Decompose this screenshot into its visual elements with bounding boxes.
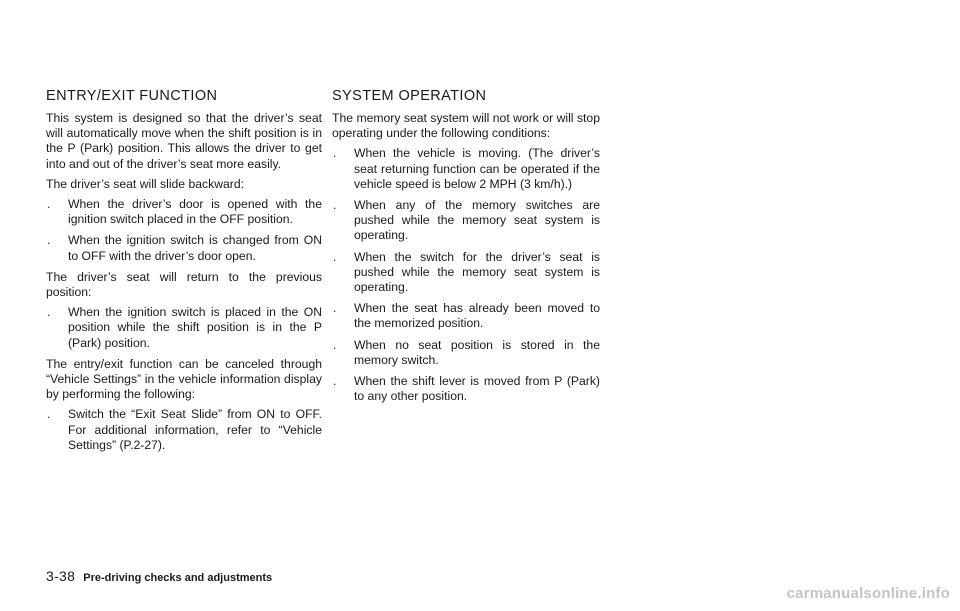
bullet-list [46, 197, 322, 264]
list-item [332, 198, 600, 244]
paragraph: The memory seat system will not work or will stop operating under the following conditions: [332, 111, 600, 141]
list-item-text: Switch the “Exit Seat Slide” from ON to OFF. For additional information, refer to “Vehicle Settings” (P.2-27). [68, 407, 322, 452]
paragraph: The driver’s seat will slide backward: [46, 176, 245, 191]
list-item-text: When any of the memory switches are pushed while the memory seat system is operating. [354, 198, 600, 243]
list-item [332, 301, 600, 331]
bullet-list [46, 305, 322, 351]
section-heading-entry-exit: ENTRY/EXIT FUNCTION [46, 88, 218, 104]
paragraph: The driver’s seat will return to the previous position: [46, 269, 322, 300]
bullet-marker: . [333, 146, 337, 161]
list-item [332, 338, 600, 368]
list-item-text: When the vehicle is moving. (The driver’s seat returning function can be operated if the vehicle speed is below 2 MPH (3 km/h).) [354, 146, 600, 191]
bullet-list [46, 407, 322, 453]
list-item [332, 146, 600, 192]
section-title: Pre-driving checks and adjustments [83, 572, 273, 584]
list-item-text: When the ignition switch is placed in the ON position while the shift position is in the P (Park) position. [68, 305, 322, 350]
bullet-marker: . [47, 305, 51, 320]
page-number: 3-38 [46, 568, 76, 584]
list-item-text: When the seat has already been moved to the memorized position. [354, 301, 600, 331]
page-footer [46, 568, 272, 584]
bullet-marker: . [47, 233, 51, 248]
paragraph: This system is designed so that the driver’s seat will automatically move when the shift position is in the P (Park) position. This allows the driver to get into and out of the driver’s seat more easily. [46, 111, 322, 171]
list-item [46, 233, 322, 263]
bullet-marker: . [333, 198, 337, 213]
bullet-list [332, 146, 600, 404]
list-item [332, 374, 600, 404]
list-item-text: When the shift lever is moved from P (Park) to any other position. [354, 374, 600, 404]
watermark: carmanualsonline.info [786, 585, 950, 602]
bullet-marker: . [47, 407, 51, 422]
bullet-marker: . [333, 301, 337, 316]
list-item-text: When no seat position is stored in the memory switch. [354, 337, 600, 367]
section-heading-system-operation: SYSTEM OPERATION [332, 88, 487, 104]
paragraph: The entry/exit function can be canceled through “Vehicle Settings” in the vehicle information display by performing the following: [46, 356, 322, 402]
bullet-marker: . [333, 374, 337, 389]
right-column [332, 87, 600, 410]
bullet-marker: . [333, 337, 337, 352]
list-item-text: When the driver’s door is opened with the ignition switch placed in the OFF position. [68, 197, 322, 227]
left-column [46, 87, 322, 459]
list-item [46, 197, 322, 227]
list-item [46, 305, 322, 351]
list-item-text: When the ignition switch is changed from ON to OFF with the driver’s door open. [68, 233, 322, 263]
bullet-marker: . [333, 249, 337, 264]
list-item [332, 250, 600, 296]
list-item [46, 407, 322, 453]
list-item-text: When the switch for the driver’s seat is pushed while the memory seat system is operating. [354, 249, 600, 295]
bullet-marker: . [47, 197, 51, 212]
